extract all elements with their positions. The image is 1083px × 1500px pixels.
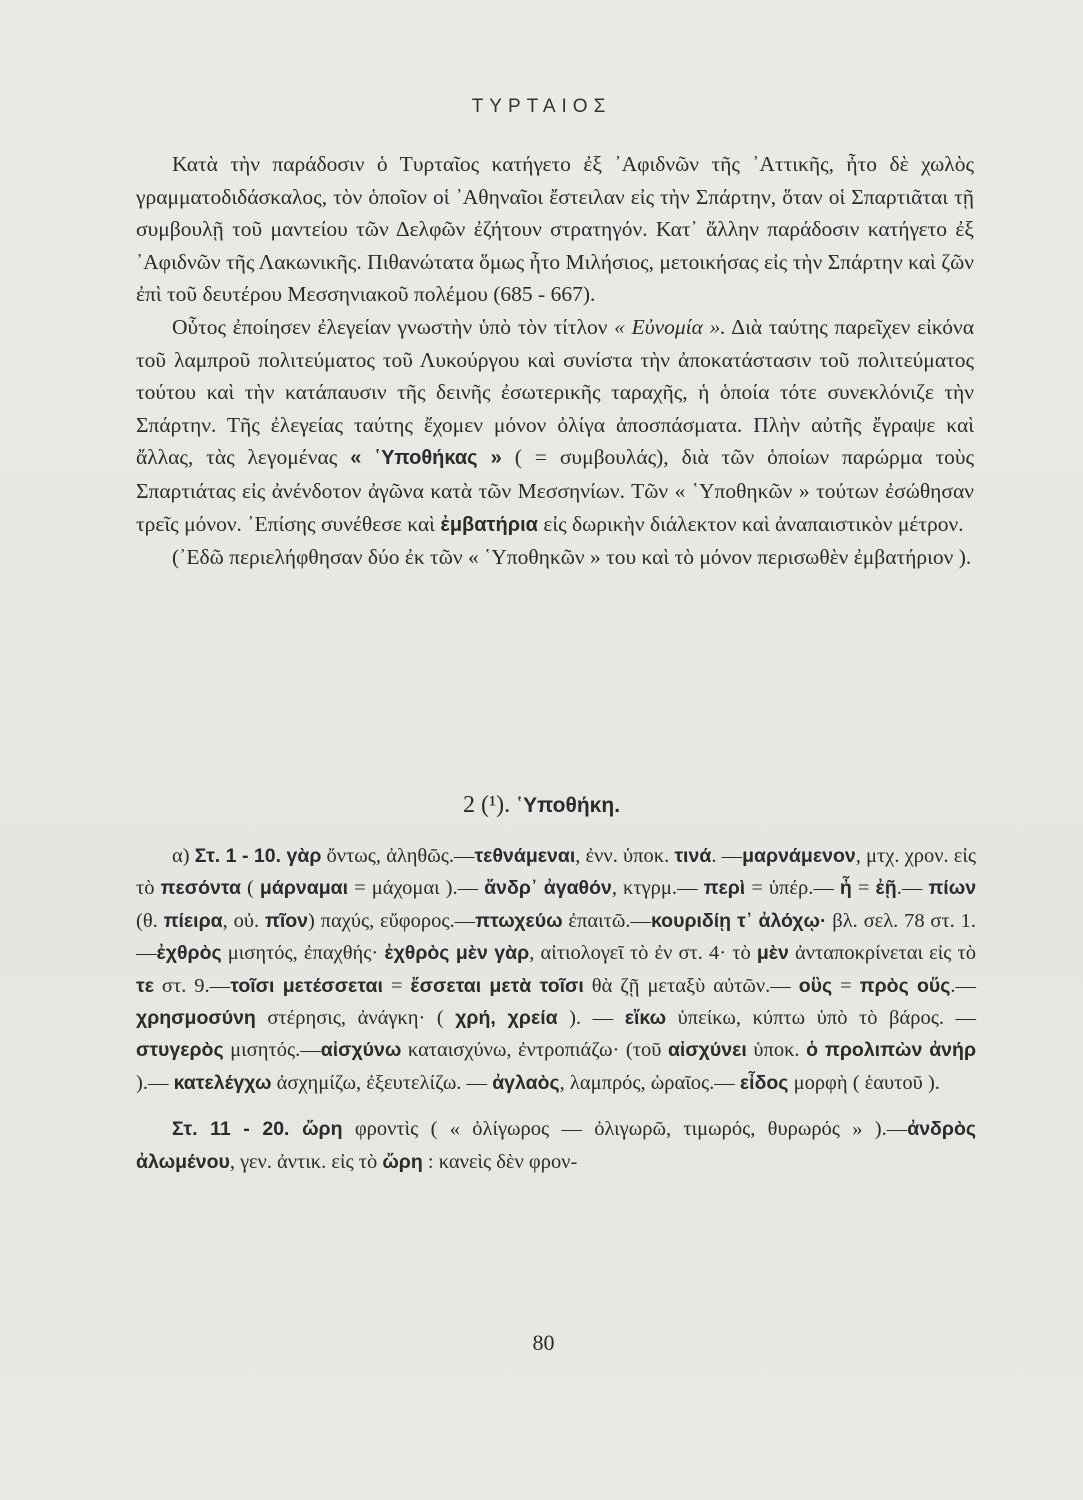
lemma: ἀνδρὸς ἀλωμένου bbox=[136, 1118, 976, 1173]
lemma: κουριδίῃ τ᾿ ἀλόχῳ· bbox=[650, 909, 827, 932]
lemma: ἄνδρ᾿ ἀγαθόν bbox=[484, 877, 612, 900]
gloss-text: στ. 9.— bbox=[153, 974, 231, 997]
introduction bbox=[136, 148, 974, 574]
gloss-text: ὄντως, ἀληθῶς.— bbox=[321, 845, 475, 867]
gloss-text: ) παχύς, εὔφορος.— bbox=[308, 909, 476, 932]
commentary-paragraph-lines-1-10 bbox=[136, 840, 976, 1099]
gloss-text: θὰ ζῇ μεταξὺ αὐτῶν.— bbox=[583, 974, 799, 997]
lemma: οὓς bbox=[798, 974, 833, 997]
commentary-paragraph-lines-11-20 bbox=[136, 1113, 976, 1178]
gloss-text: ἐπαιτῶ.— bbox=[562, 909, 651, 932]
lemma: στυγερὸς bbox=[136, 1039, 224, 1062]
gloss-text: ἀνταποκρίνεται εἰς τὸ bbox=[788, 942, 977, 965]
gloss-text: μορφὴ ( ἑαυτοῦ ). bbox=[788, 1071, 940, 1094]
term-embateria: ἐμβατήρια bbox=[440, 513, 538, 536]
gloss-text: = bbox=[832, 974, 860, 997]
gloss-text: .— bbox=[896, 877, 929, 900]
gloss-text: καταισχύνω, ἐντροπιάζω· (τοῦ bbox=[401, 1039, 668, 1062]
gloss-text: , αἰτιολογεῖ τὸ ἐν στ. 4· τὸ bbox=[529, 942, 757, 965]
gloss-text: βλ. σελ. 78 στ. 1.— bbox=[136, 909, 976, 965]
gloss-text: , γεν. ἀντικ. εἰς τὸ bbox=[229, 1150, 383, 1173]
gloss-text: ὑποκ. bbox=[746, 1039, 807, 1062]
section-title: ῾Υποθήκη. bbox=[516, 794, 621, 817]
gloss-text: στέρησις, ἀνάγκη· ( bbox=[255, 1007, 456, 1030]
lemma: πίειρα bbox=[163, 909, 223, 932]
commentary bbox=[136, 840, 976, 1178]
intro-p2-text-a: Οὗτος ἐποίησεν ἐλεγείαν γνωστὴν ὑπὸ τὸν τίτλον bbox=[172, 314, 608, 339]
lemma: χρή, χρεία bbox=[455, 1007, 558, 1030]
lemma: μάρναμαι bbox=[259, 877, 349, 900]
lemma: Στ. 1 - 10. γὰρ bbox=[194, 845, 322, 867]
lemma: εἶδος bbox=[739, 1071, 789, 1094]
intro-paragraph-2 bbox=[136, 311, 974, 541]
gloss-text: , κτγρμ.— bbox=[611, 877, 704, 900]
lemma: αἰσχύνω bbox=[320, 1039, 402, 1062]
lemma: πτωχεύω bbox=[475, 909, 563, 932]
gloss-text: ὑπείκω, κύπτω ὑπὸ τὸ βάρος. — bbox=[666, 1007, 976, 1030]
work-title-eunomia: « Εὐνομία ». bbox=[614, 314, 726, 339]
page-number-text: 80 bbox=[532, 1330, 555, 1355]
lemma: ὁ προλιπὼν ἀνήρ bbox=[806, 1039, 977, 1062]
section-number: 2 (¹). bbox=[462, 792, 511, 818]
lemma: πῖον bbox=[264, 909, 309, 932]
lemma: πίων bbox=[928, 877, 977, 900]
lemma: χρησμοσύνη bbox=[136, 1007, 256, 1030]
intro-paragraph-3: (᾿Εδῶ περιελήφθησαν δύο ἐκ τῶν « ῾Υποθηκῶν » του καὶ τὸ μόνον περισωθὲν ἐμβατήριον ). bbox=[172, 545, 972, 570]
intro-p2-text-b: Διὰ ταύτης παρεῖχεν εἰκόνα τοῦ λαμπροῦ πολιτεύματος τοῦ Λυκούργου καὶ συνίστα τὴν ἀποκατάστασιν τοῦ πολιτεύματος τούτου καὶ τὴν κατάπαυσιν τῆς δεινῆς ἐσωτερικῆς ταραχῆς, ἡ ὁποία τότε συνεκλόνιζε τὴν Σπάρτην. Τῆς ἐλεγείας ταύτης ἔχομεν μόνον ὀλίγα ἀποσπάσματα. Πλὴν αὐτῆς ἔγραψε καὶ ἄλλας, τὰς λεγομένας bbox=[136, 314, 974, 470]
gloss-text: = μάχομαι ).— bbox=[348, 877, 485, 900]
lemma: ἐχθρὸς bbox=[156, 942, 222, 965]
lemma: πεσόντα bbox=[160, 877, 241, 900]
lemma: τοῖσι μετέσσεται bbox=[230, 974, 383, 997]
lemma: μαρνάμενον bbox=[742, 845, 856, 867]
gloss-text: . — bbox=[711, 845, 743, 867]
lemma: τεθνάμεναι bbox=[474, 845, 576, 867]
gloss-text: ).— bbox=[136, 1071, 174, 1094]
gloss-text: ). — bbox=[557, 1007, 625, 1030]
gloss-text: ἀσχημίζω, ἐξευτελίζω. — bbox=[271, 1071, 493, 1094]
gloss-text: μισητός.— bbox=[223, 1039, 321, 1062]
lemma: ἐῇ bbox=[875, 877, 897, 900]
gloss-text: (θ. bbox=[136, 909, 164, 932]
section-heading bbox=[0, 792, 1083, 819]
lemma: τε bbox=[136, 974, 154, 997]
gloss-text: , ἐνν. ὑποκ. bbox=[575, 845, 675, 867]
lemma: ἀγλαὸς bbox=[492, 1071, 560, 1094]
gloss-text: = bbox=[382, 974, 411, 997]
intro-paragraph-1: Κατὰ τὴν παράδοσιν ὁ Τυρταῖος κατήγετο ἐξ ᾿Αφιδνῶν τῆς ᾿Αττικῆς, ἦτο δὲ χωλὸς γραμματοδιδάσκαλος, τὸν ὁποῖον οἱ ᾿Αθηναῖοι ἔστειλαν εἰς τὴν Σπάρτην, ὅταν οἱ Σπαρτιᾶται τῇ συμβουλῇ τοῦ μαντείου τῶν Δελφῶν ἐζήτουν στρατηγόν. Κατ᾿ ἄλλην παράδοσιν κατήγετο ἐξ ᾿Αφιδνῶν τῆς Λακωνικῆς. Πιθανώτατα ὅμως ἦτο Μιλήσιος, μετοικήσας εἰς τὴν Σπάρτην καὶ ζῶν ἐπὶ τοῦ δευτέρου Μεσσηνιακοῦ πολέμου (685 - 667). bbox=[136, 152, 974, 307]
term-hypothekas: « ῾Υποθήκας » bbox=[350, 447, 502, 470]
gloss-text: μισητός, ἐπαχθής· bbox=[221, 942, 385, 965]
lemma: εἴκω bbox=[624, 1007, 667, 1030]
running-head: ΤΥΡΤΑΙΟΣ bbox=[471, 96, 612, 117]
lemma: ἔσσεται μετὰ τοῖσι bbox=[410, 974, 584, 997]
lemma: ὤρη bbox=[382, 1150, 423, 1173]
lemma: τινά bbox=[674, 845, 712, 867]
gloss-text: = bbox=[851, 877, 876, 900]
lemma: αἰσχύνει bbox=[667, 1039, 747, 1062]
gloss-text: : κανεὶς δὲν φρον- bbox=[422, 1150, 578, 1173]
gloss-text: .— bbox=[950, 974, 977, 997]
gloss-text: α) bbox=[172, 845, 195, 867]
lemma: κατελέγχω bbox=[173, 1071, 272, 1094]
page-number bbox=[0, 1330, 1083, 1356]
lemma: Στ. 11 - 20. ὤρη bbox=[172, 1118, 343, 1141]
gloss-text: , οὐ. bbox=[222, 909, 265, 932]
gloss-text: = ὑπέρ.— bbox=[745, 877, 840, 900]
lemma: ἐχθρὸς μὲν γὰρ bbox=[384, 942, 530, 965]
gloss-text: φροντὶς ( « ὀλίγωρος — ὀλιγωρῶ, τιμωρός, θυρωρός » ).— bbox=[342, 1118, 908, 1141]
lemma: ἦ bbox=[839, 877, 852, 900]
intro-p2-text-d: εἰς δωρικὴν διάλεκτον καὶ ἀναπαιστικὸν μέτρον. bbox=[543, 511, 964, 536]
gloss-text: , μτχ. χρον. εἰς τὸ bbox=[136, 845, 976, 900]
intro-p2-text-c: ( = συμβουλάς), διὰ τῶν ὁποίων παρώρμα τοὺς Σπαρτιάτας εἰς ἀνένδοτον ἀγῶνα κατὰ τῶν Μεσσηνίων. Τῶν « ῾Υποθηκῶν » τούτων ἐσώθησαν τρεῖς μόνον. ᾿Επίσης συνέθεσε καὶ bbox=[136, 445, 975, 536]
gloss-text: ( bbox=[240, 877, 260, 900]
lemma: μὲν bbox=[756, 942, 789, 965]
gloss-text: , λαμπρός, ὡραῖος.— bbox=[559, 1071, 740, 1094]
lemma: περὶ bbox=[703, 877, 746, 900]
lemma: πρὸς οὕς bbox=[859, 974, 951, 997]
